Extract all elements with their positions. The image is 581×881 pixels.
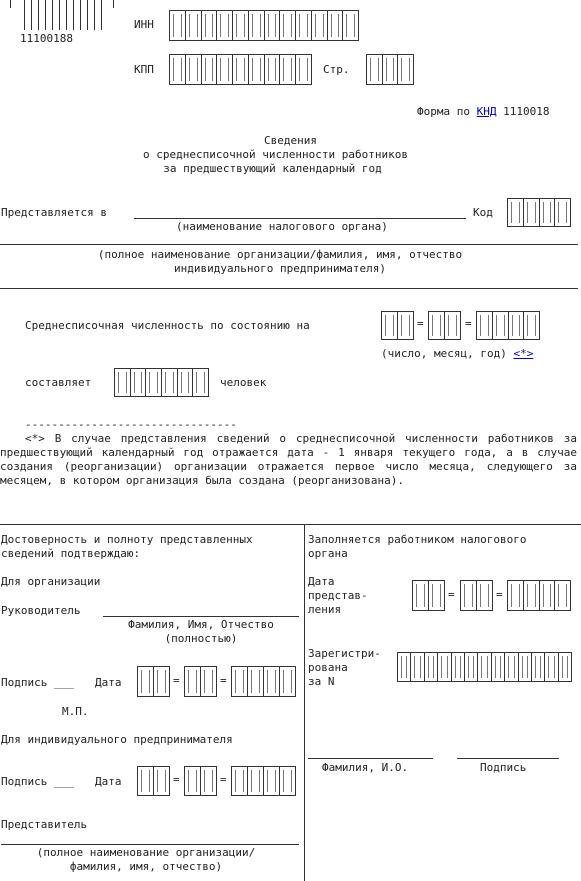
pres-month-cells[interactable] bbox=[460, 580, 493, 611]
form-code-line: Форма по КНД 1110018 bbox=[417, 105, 550, 118]
date-separator: = bbox=[417, 317, 424, 330]
officer-signature-label: Подпись bbox=[480, 761, 527, 774]
title-line-2: о среднесписочной численности работников bbox=[143, 148, 408, 161]
title-line-3: за предшествующий календарный год bbox=[163, 162, 382, 175]
head-fio-line[interactable] bbox=[103, 616, 299, 617]
representative-line[interactable] bbox=[1, 844, 299, 845]
headcount-label: Среднесписочная численность по состоянию на bbox=[25, 319, 310, 332]
ip-day-cells[interactable] bbox=[137, 766, 170, 796]
confirm-line-1: Достоверность и полноту представленных bbox=[1, 533, 253, 546]
ip-month-cells[interactable] bbox=[184, 766, 217, 796]
reg-number-cells[interactable] bbox=[397, 652, 572, 682]
head-month-cells[interactable] bbox=[184, 666, 217, 697]
title-line-1: Сведения bbox=[264, 134, 317, 147]
table-divider bbox=[304, 524, 305, 881]
presented-to-label: Представляется в bbox=[1, 206, 107, 219]
date-separator: = bbox=[448, 588, 455, 601]
reg-line-1: Зарегистри- bbox=[308, 647, 381, 660]
barcode-number: 11100188 bbox=[20, 32, 73, 45]
date-pres-1: Дата bbox=[308, 575, 335, 588]
knd-link[interactable]: КНД bbox=[476, 105, 497, 118]
amounts-label: составляет bbox=[25, 376, 92, 389]
ip-signature-label: Подпись ___ bbox=[1, 775, 74, 788]
inn-cells[interactable] bbox=[169, 10, 359, 41]
fio-hint-1: Фамилия, Имя, Отчество bbox=[128, 618, 274, 631]
headcount-year-cells[interactable] bbox=[476, 311, 540, 340]
date-label: Дата bbox=[95, 676, 122, 689]
date-pres-3: ления bbox=[308, 603, 342, 616]
date-separator: = bbox=[173, 773, 180, 786]
officer-fio-line[interactable] bbox=[308, 758, 433, 759]
ip-date-label: Дата bbox=[95, 775, 122, 788]
org-name-line-2[interactable] bbox=[0, 288, 578, 289]
date-separator: = bbox=[220, 773, 227, 786]
date-separator: = bbox=[465, 317, 472, 330]
barcode bbox=[10, 0, 114, 44]
tax-authority-line[interactable] bbox=[134, 218, 466, 219]
headcount-value-cells[interactable] bbox=[114, 368, 209, 397]
tax-code-cells[interactable] bbox=[507, 198, 571, 227]
inn-label: ИНН bbox=[134, 18, 154, 31]
date-hint: (число, месяц, год) <*> bbox=[381, 347, 534, 360]
headcount-month-cells[interactable] bbox=[428, 311, 461, 340]
reg-line-3: за N bbox=[308, 675, 335, 688]
pres-year-cells[interactable] bbox=[507, 580, 571, 611]
ip-year-cells[interactable] bbox=[231, 766, 296, 796]
filled-line-1: Заполняется работником налогового bbox=[308, 533, 527, 546]
code-label: Код bbox=[473, 206, 493, 219]
stamp-label: М.П. bbox=[62, 705, 89, 718]
for-ip-label: Для индивидуального предпринимателя bbox=[1, 733, 233, 746]
footnote-link[interactable]: <*> bbox=[513, 347, 534, 360]
kpp-label: КПП bbox=[134, 63, 154, 76]
date-separator: = bbox=[220, 674, 227, 687]
footnote-separator: -------------------------------- bbox=[25, 418, 237, 431]
fio-hint-2: (полностью) bbox=[164, 632, 238, 645]
org-name-line[interactable] bbox=[0, 244, 578, 245]
date-separator: = bbox=[173, 674, 180, 687]
filled-line-2: органа bbox=[308, 547, 348, 560]
head-year-cells[interactable] bbox=[231, 666, 296, 697]
officer-signature-line[interactable] bbox=[457, 758, 559, 759]
date-separator: = bbox=[496, 588, 503, 601]
officer-fio-label: Фамилия, И.О. bbox=[322, 761, 409, 774]
org-hint-1: (полное наименование организации/фамилия, имя, отчество bbox=[97, 248, 463, 261]
kpp-cells[interactable] bbox=[169, 54, 312, 85]
footnote-text: <*> В случае представления сведений о среднесписочной численности работников за предшествующий календарный год отражается дата - 1 января текущего года, а в случае создания (реорганизации) организации отражается первое число месяца, следующего за месяцем, в котором организация была создана (реорганизована). bbox=[0, 432, 577, 487]
tax-authority-hint: (наименование налогового органа) bbox=[176, 220, 388, 233]
signature-label: Подпись ___ bbox=[1, 676, 74, 689]
date-pres-2: представ- bbox=[308, 589, 368, 602]
head-label: Руководитель bbox=[1, 604, 81, 617]
rep-hint-1: (полное наименование организации/ bbox=[36, 846, 256, 859]
confirm-line-2: сведений подтверждаю: bbox=[1, 547, 141, 560]
for-org-label: Для организации bbox=[1, 575, 101, 588]
headcount-day-cells[interactable] bbox=[381, 311, 414, 340]
page-label: Стр. bbox=[323, 63, 350, 76]
persons-label: человек bbox=[220, 376, 267, 389]
page-cells[interactable] bbox=[366, 54, 414, 85]
rep-hint-2: фамилия, имя, отчество) bbox=[69, 860, 223, 873]
org-hint-2: индивидуального предпринимателя) bbox=[174, 262, 386, 275]
head-day-cells[interactable] bbox=[137, 666, 170, 697]
barcode-bars bbox=[24, 0, 102, 30]
reg-line-2: рована bbox=[308, 661, 348, 674]
representative-label: Представитель bbox=[1, 818, 88, 831]
pres-day-cells[interactable] bbox=[412, 580, 445, 611]
table-top-border bbox=[0, 524, 581, 525]
